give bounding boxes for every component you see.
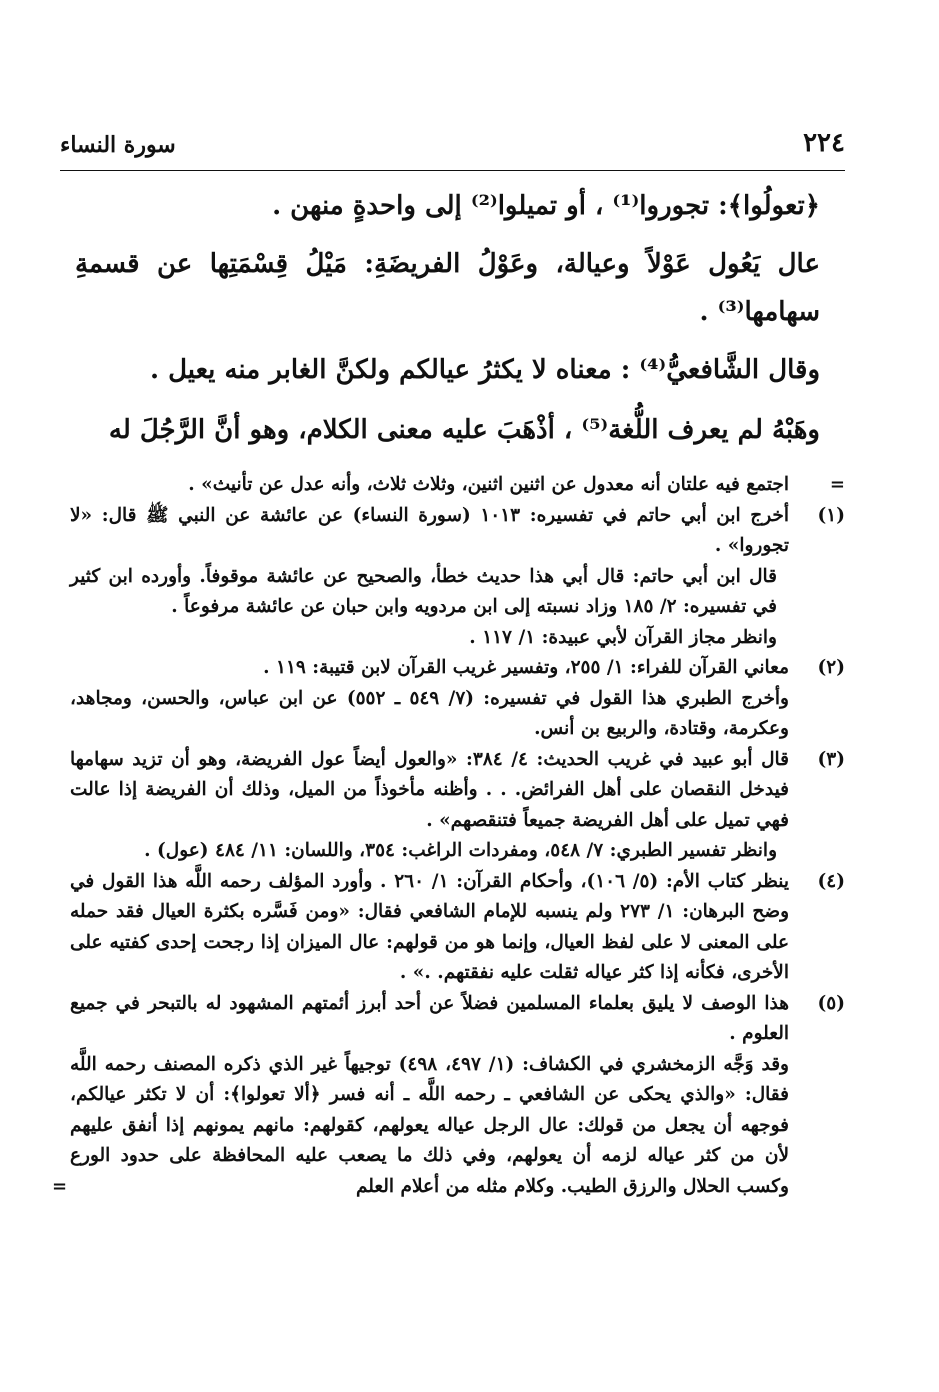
main-paragraph: ﴿تعولُوا﴾: تجوروا⁽¹⁾ ، أو تميلوا⁽²⁾ إلى واحدةٍ منهن .: [272, 191, 820, 221]
footnote-text: معاني القرآن للفراء: ١/ ٢٥٥، وتفسير غريب القرآن لابن قتيبة: ١١٩ .: [263, 657, 789, 678]
trailing-continuation-marker: =: [52, 1175, 68, 1197]
footnote-number: (٣): [817, 748, 845, 770]
footnote-5: [52, 989, 845, 1203]
footnotes: [52, 470, 845, 1202]
footnote-text: وانظر مجاز القرآن لأبي عبيدة: ١/ ١١٧ .: [469, 626, 777, 648]
main-text: [75, 182, 820, 454]
footnote-text: وقد وَجَّه الزمخشري في الكشاف: (١/ ٤٩٧، ٤٩٨) توجيهاً غير الذي ذكره المصنف رحمه اللَّه فقال: «والذي يحكى عن الشافعي ـ رحمه اللَّه ـ أنه فسر ﴿ألا تعولوا﴾: أن لا تكثر عيالكم، فوجهه أن يجعل من قولك: عال الرجل عياله يعولهم، كقولهم: مانهم يمونهم إذا أنفق عليهم لأن من كثر عياله لزمه أن يعولهم، وفي ذلك ما يصعب عليه المحافظة على حدود الورع وكسب الحلال والرزق الطيب. وكلام مثله من أعلام العلم: [70, 1053, 789, 1197]
continuation-marker: =: [829, 474, 845, 495]
footnote-number: (١): [817, 504, 845, 526]
footnote-3: [70, 745, 845, 867]
footnote-text: وأخرج الطبري هذا القول في تفسيره: (٧/ ٥٤٩ ـ ٥٥٢) عن ابن عباس، والحسن، ومجاهد، وعكرمة، وقتادة، والربيع بن أنس.: [70, 687, 789, 739]
main-paragraph: عال يَعُول عَوْلاً وعيالة، وعَوْلُ الفريضَةِ: مَيْلُ قِسْمَتِها عن قسمةِ سهامها⁽³⁾ .: [75, 249, 820, 327]
header-divider: [60, 170, 845, 171]
footnote-number: (٥): [817, 992, 845, 1014]
footnote-text: أخرج ابن أبي حاتم في تفسيره: ١٠١٣ (سورة النساء) عن عائشة عن النبي ﷺ قال: «لا تجوروا» .: [70, 504, 789, 556]
main-paragraph: وقال الشَّافعيُّ⁽⁴⁾ : معناه لا يكثرُ عيالكم ولكنَّ الغابر منه يعيل .: [150, 355, 820, 385]
footnote-text: هذا الوصف لا يليق بعلماء المسلمين فضلاً عن أحد أبرز أئمتهم المشهود له بالتبحر في جميع العلوم .: [70, 992, 789, 1044]
footnote-number: (٤): [817, 870, 845, 892]
page-number: ٢٢٤: [803, 128, 845, 158]
footnote-text: قال ابن أبي حاتم: قال أبي هذا حديث خطأ، والصحيح عن عائشة موقوفاً. وأورده ابن كثير في تفسيره: ٢/ ١٨٥ وزاد نسبته إلى ابن مردويه وابن حبان عن عائشة مرفوعاً .: [70, 565, 777, 617]
footnote-text: قال أبو عبيد في غريب الحديث: ٤/ ٣٨٤: «والعول أيضاً عول الفريضة، وهو أن تزيد سهامها فيدخل النقصان على أهل الفرائض. . . وأظنه مأخوذاً من الميل، وذلك أن الفريضة إذا عالت فهي تميل على أهل الفريضة جميعاً فتنقصهم» .: [70, 748, 790, 831]
footnote-1: [70, 501, 845, 654]
footnote-text: وانظر تفسير الطبري: ٧/ ٥٤٨، ومفردات الراغب: ٣٥٤، واللسان: ١١/ ٤٨٤ (عول) .: [144, 840, 777, 861]
surah-title: سورة النساء: [60, 132, 176, 158]
footnote-4: [70, 867, 845, 989]
footnote-continuation: [70, 470, 845, 501]
footnote-text: اجتمع فيه علتان أنه معدول عن اثنين اثنين، وثلاث ثلاث، وأنه عدل عن تأنيث» .: [188, 474, 789, 495]
footnote-number: (٢): [817, 657, 845, 678]
footnote-text: ينظر كتاب الأم: (٥/ ١٠٦)، وأحكام القرآن: ١/ ٢٦٠ . وأورد المؤلف رحمه اللَّه هذا القول في وضح البرهان: ١/ ٢٧٣ ولم ينسبه للإمام الشافعي فقال: «ومن فَسَّره بكثرة العيال فقد حمله على المعنى لا على لفظ العيال، وإنما هو من قولهم: عال الميزان إذا رجحت إحدى كفتيه على الأخرى، فكأنه إذا كثر عياله ثقلت عليه نفقتهم. .» .: [70, 870, 790, 983]
main-paragraph: وهَبْهُ لم يعرف اللُّغة⁽⁵⁾ ، أذْهَبَ عليه معنى الكلام، وهو أنَّ الرَّجُلَ له: [108, 415, 820, 445]
page-header: [60, 128, 845, 166]
footnote-2: [70, 653, 845, 745]
